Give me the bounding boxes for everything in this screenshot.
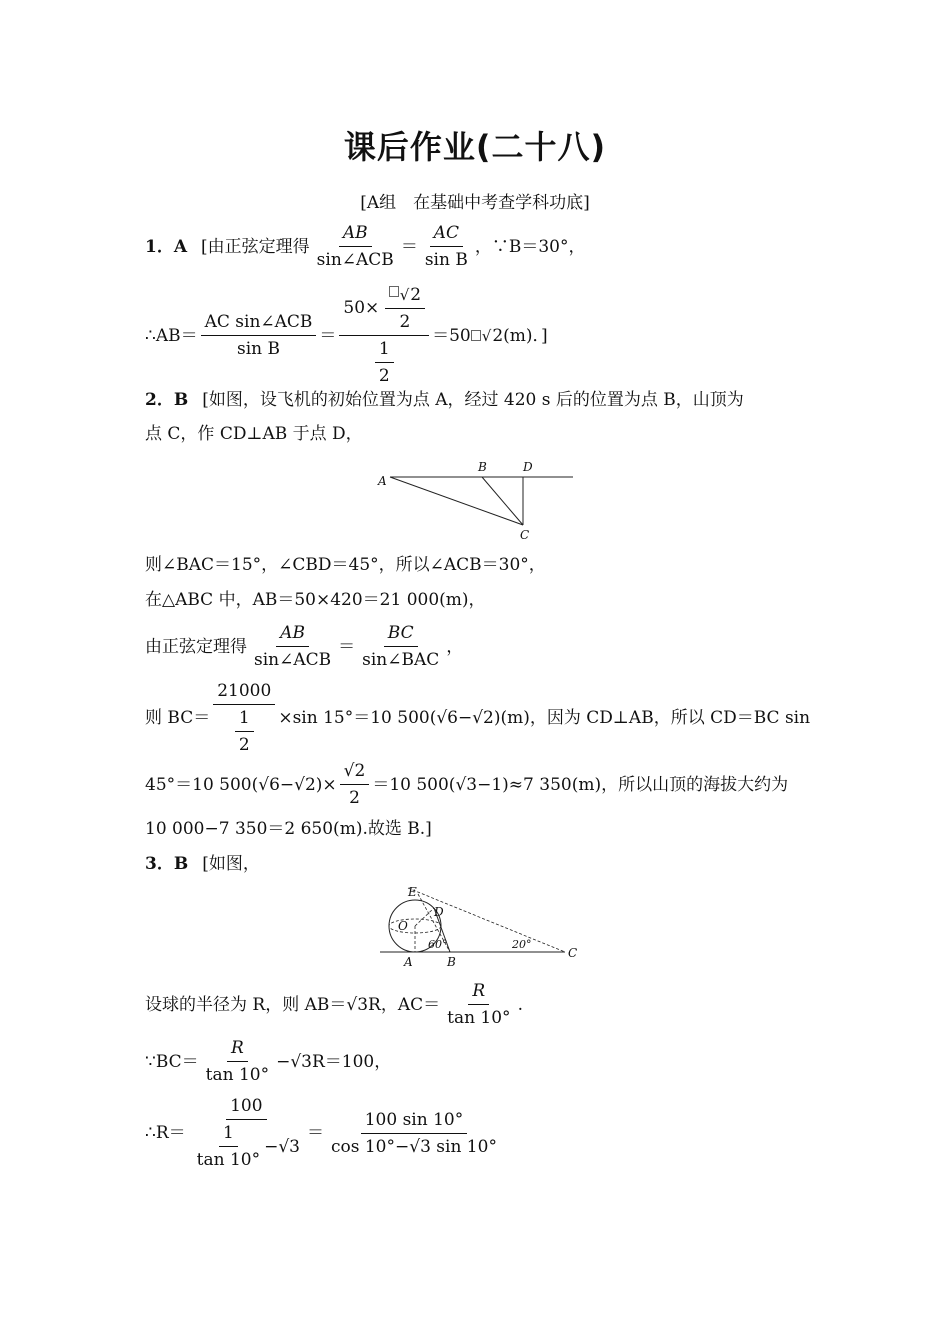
q2-text2: 点 C，作 CD⊥AB 于点 D，	[145, 424, 363, 444]
q3-frac4	[327, 1109, 501, 1158]
frac-part: 2	[410, 285, 422, 305]
q2-frac2	[358, 622, 443, 671]
fig-label-d: D	[523, 460, 533, 474]
q2-line5: 由正弦定理得 $\frac{AB}{\text{sin∠ACB}}$ ＝ $\frac{BC}{\text{sin∠BAC}}$ ，	[145, 623, 464, 670]
q2-frac1	[250, 622, 335, 671]
frac-den	[231, 705, 258, 756]
q3-text4: ∴R＝	[145, 1123, 186, 1143]
q3-line4	[145, 1095, 504, 1171]
q3-line1	[145, 852, 260, 876]
fig-label-c: C	[568, 946, 578, 960]
q3-text2: 设球的半径为 R，则 AB＝√3R，AC＝	[145, 994, 441, 1015]
eq-sign: ＝	[306, 1123, 324, 1143]
inner-num	[385, 284, 425, 309]
q2-text8: 10 000−7 350＝2 650(m).故选 B.]	[145, 819, 432, 839]
frac-den: tan 10°	[447, 1008, 511, 1028]
inner-num: 1	[219, 1122, 238, 1147]
frac-den: sin B	[237, 339, 281, 359]
q2-line4	[145, 588, 486, 612]
q2-text3: 则∠BAC＝15°，∠CBD＝45°，所以∠ACB＝30°，	[145, 555, 546, 575]
eq-sign: ＝	[400, 236, 418, 257]
q3-number: 3．B	[145, 854, 189, 874]
fig-label-d: D	[434, 905, 444, 919]
q2-line3	[145, 553, 546, 577]
frac-num: 100 sin 10°	[361, 1109, 468, 1134]
q1-frac1	[313, 222, 398, 271]
frac-num: R	[468, 980, 489, 1005]
frac-num: AB	[339, 222, 372, 247]
q3-text2-tail: .	[517, 994, 523, 1015]
q3-text3: ∵BC＝	[145, 1051, 199, 1072]
q3-line2	[145, 980, 523, 1029]
q3-text1: [如图，	[202, 854, 260, 874]
frac-den: tan 10°	[205, 1065, 270, 1085]
root-sign-icon: √	[481, 326, 492, 345]
fig-label-c: C	[520, 528, 530, 542]
q1-frac3	[201, 311, 317, 360]
q2-number: 2．B	[145, 390, 189, 410]
inner-frac	[385, 284, 425, 333]
root-icon	[471, 330, 481, 341]
frac-den	[371, 336, 398, 387]
frac-den: cos 10°−√3 sin 10°	[330, 1136, 497, 1157]
q1-l2-start: ∴AB＝	[145, 325, 198, 346]
inner-frac	[235, 707, 254, 756]
fig-label-20: 20°	[512, 938, 532, 951]
frac-num: √2	[340, 760, 370, 785]
q3-figure	[370, 880, 590, 970]
frac-den: 2	[349, 788, 360, 808]
q1-line1	[145, 222, 585, 271]
fig-label-o: O	[398, 919, 408, 933]
fig-label-b: B	[447, 955, 456, 969]
eq-sign: ＝	[319, 325, 337, 346]
frac-num: 100	[226, 1095, 266, 1120]
frac-num: AB	[276, 622, 309, 647]
fig-label-a: A	[404, 955, 413, 969]
q2-frac4	[340, 760, 370, 809]
q1-l2-end: ＝50	[432, 325, 471, 346]
frac-den	[189, 1120, 304, 1171]
q2-text5: 由正弦定理得	[145, 636, 247, 657]
fig-label-b: B	[478, 460, 487, 474]
q1-lead: [由正弦定理得	[201, 236, 310, 257]
q2-figure	[370, 455, 590, 545]
inner-frac	[375, 338, 394, 387]
q2-line2	[145, 422, 363, 446]
frac-den: sin∠BAC	[362, 650, 440, 670]
inner-den: 2	[238, 735, 250, 755]
root-icon	[389, 286, 399, 297]
q3-frac3	[189, 1095, 304, 1171]
q1-frac4	[339, 284, 429, 387]
frac-num: AC	[430, 222, 463, 247]
q3-text3-tail: −√3R＝100，	[276, 1051, 392, 1072]
inner-den: 2	[378, 366, 390, 386]
fig-label-a: A	[378, 474, 387, 488]
q2-frac3	[213, 680, 275, 756]
inner-den: 2	[399, 312, 411, 332]
q2-text6-tail: ×sin 15°＝10 500(√6−√2)(m)，因为 CD⊥AB，所以 CD＝BC sin	[278, 708, 811, 728]
q2-text7: 45°＝10 500(√6−√2)×	[145, 774, 337, 795]
fig-label-e: E	[408, 885, 417, 899]
inner-frac	[193, 1122, 264, 1171]
inner-tail: −√3	[264, 1136, 300, 1157]
q1-number: 1．A	[145, 236, 188, 257]
frac-num: BC	[384, 622, 418, 647]
page-title: 课后作业(二十八)	[343, 128, 607, 166]
q3-frac1	[443, 980, 514, 1029]
frac-den: sin∠ACB	[316, 250, 394, 270]
q1-line2	[145, 284, 548, 387]
inner-num: 1	[375, 338, 394, 363]
q2-text4: 在△ABC 中，AB＝50×420＝21 000(m)，	[145, 590, 486, 610]
q1-tail: ，∵B＝30°，	[474, 236, 586, 257]
q2-line8	[145, 817, 432, 841]
inner-den: tan 10°	[196, 1150, 261, 1170]
frac-den: sin∠ACB	[254, 650, 332, 670]
frac-num: AC sin∠ACB	[201, 311, 317, 336]
q2-text1: [如图，设飞机的初始位置为点 A，经过 420 s 后的位置为点 B，山顶为	[202, 390, 744, 410]
root-sign-icon: √	[399, 286, 410, 304]
section-subtitle: [A组 在基础中考查学科功底]	[360, 193, 590, 213]
q3-line3	[145, 1037, 391, 1086]
q2-text5-tail: ，	[446, 636, 464, 657]
q2-text7-tail: ＝10 500(√3−1)≈7 350(m)，所以山顶的海拔大约为	[372, 774, 789, 795]
frac-num: R	[227, 1037, 248, 1062]
frac-num	[339, 284, 429, 336]
q2-line1	[145, 388, 744, 412]
fig-label-60: 60°	[428, 938, 448, 951]
q1-l2-end2: 2(m)．]	[492, 325, 548, 346]
inner-num: 1	[235, 707, 254, 732]
q1-frac2	[421, 222, 472, 271]
q3-frac2	[202, 1037, 273, 1086]
q2-line6	[145, 680, 810, 756]
q2-line7	[145, 760, 788, 809]
frac-den: sin B	[424, 250, 468, 270]
q2-text6: 则 BC＝	[145, 708, 211, 728]
frac-num: 21000	[213, 680, 275, 705]
frac-part: 50×	[343, 298, 380, 318]
